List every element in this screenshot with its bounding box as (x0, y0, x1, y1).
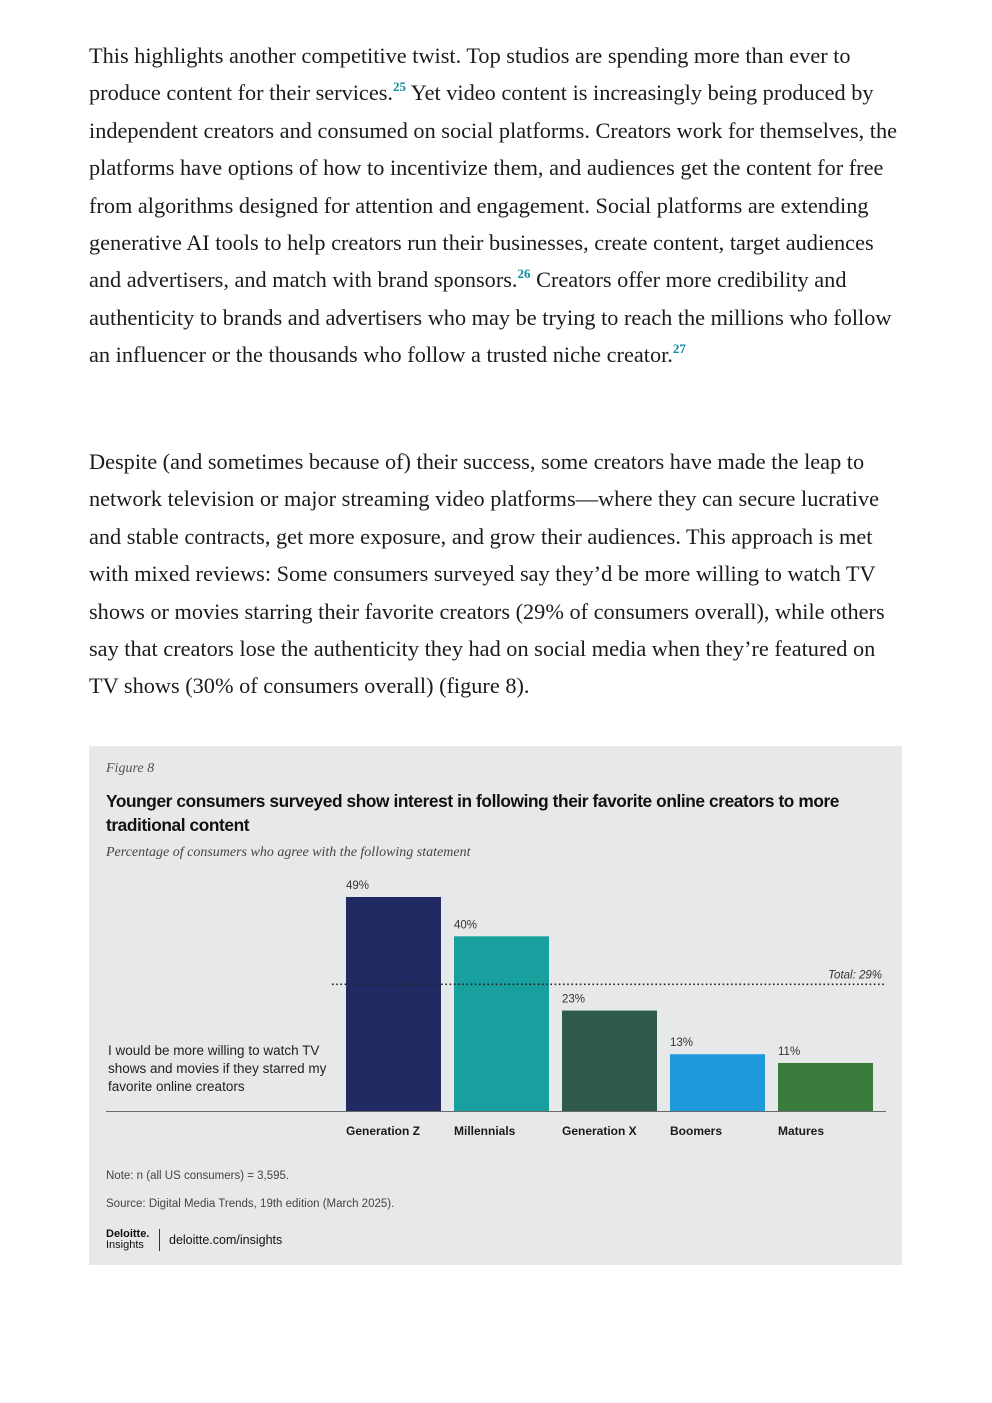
value-label-boomers: 13% (670, 1037, 694, 1050)
body-paragraph-1 (89, 37, 909, 374)
value-label-generation-z: 49% (346, 880, 370, 892)
figure-subtitle: Percentage of consumers who agree with the following statement (106, 845, 471, 860)
footnote-ref-25[interactable]: 25 (392, 79, 406, 95)
figure-label: Figure 8 (106, 761, 155, 776)
bar-generation-z (346, 897, 441, 1111)
value-label-matures: 11% (778, 1045, 801, 1058)
brand-divider (159, 1229, 160, 1251)
figure-note: Note: n (all US consumers) = 3,595. (106, 1170, 290, 1182)
figure-title: Younger consumers surveyed show interest in following their favorite online creators to more traditional content (106, 791, 840, 835)
figure-source: Source: Digital Media Trends, 19th edition (March 2025). (106, 1198, 395, 1210)
paragraph-1-text-a: This highlights another competitive twist. Top studios are spending more than ever to produce content for their services. (89, 43, 851, 106)
bar-chart (89, 746, 902, 1166)
value-label-generation-x: 23% (562, 993, 586, 1006)
paragraph-1-text-b: Yet video content is increasingly being produced by independent creators and consumed on social platforms. Creators work for themselves, the platforms have options of how to incentivize them, and audiences get the content for free from algorithms designed for attention and engagement. Social platforms are extending generative AI tools to help creators run their businesses, create content, target audiences and advertisers, and match with brand sponsors. (89, 80, 898, 293)
bar-generation-x (562, 1011, 657, 1111)
category-label-matures: Matures (778, 1124, 825, 1138)
footnote-ref-27[interactable]: 27 (672, 341, 686, 357)
bar-matures (778, 1063, 873, 1111)
paragraph-1-text-c: Creators offer more credibility and authenticity to brands and advertisers who may be trying to reach the millions who follow an influencer or the thousands who follow a trusted niche creator. (89, 267, 892, 368)
category-label-generation-x: Generation X (562, 1124, 637, 1138)
bar-boomers (670, 1054, 765, 1111)
footnote-ref-26[interactable]: 26 (517, 266, 531, 282)
brand-logo-deloitte: Deloitte. (106, 1228, 150, 1240)
value-label-millennials: 40% (454, 919, 478, 932)
total-reference-label: Total: 29% (828, 969, 882, 982)
figure-8 (89, 746, 902, 1265)
statement-label: I would be more willing to watch TV shows and movies if they starred my favorite online creators (108, 1043, 327, 1094)
category-label-millennials: Millennials (454, 1124, 516, 1138)
bar-millennials (454, 936, 549, 1111)
body-paragraph-2: Despite (and sometimes because of) their success, some creators have made the leap to network television or major streaming video platforms—where they can secure lucrative and stable contracts, get more exposure, and grow their audiences. This approach is met with mixed reviews: Some consumers surveyed say they’d be more willing to watch TV shows or movies starring their favorite creators (29% of consumers overall), while others say that creators lose the authenticity they had on social media when they’re featured on TV shows (30% of consumers overall) (figure 8). (89, 449, 885, 699)
category-label-generation-z: Generation Z (346, 1124, 421, 1138)
category-label-boomers: Boomers (670, 1124, 723, 1138)
brand-logo-insights: Insights (106, 1239, 144, 1251)
brand-url-link[interactable]: deloitte.com/insights (169, 1233, 283, 1247)
